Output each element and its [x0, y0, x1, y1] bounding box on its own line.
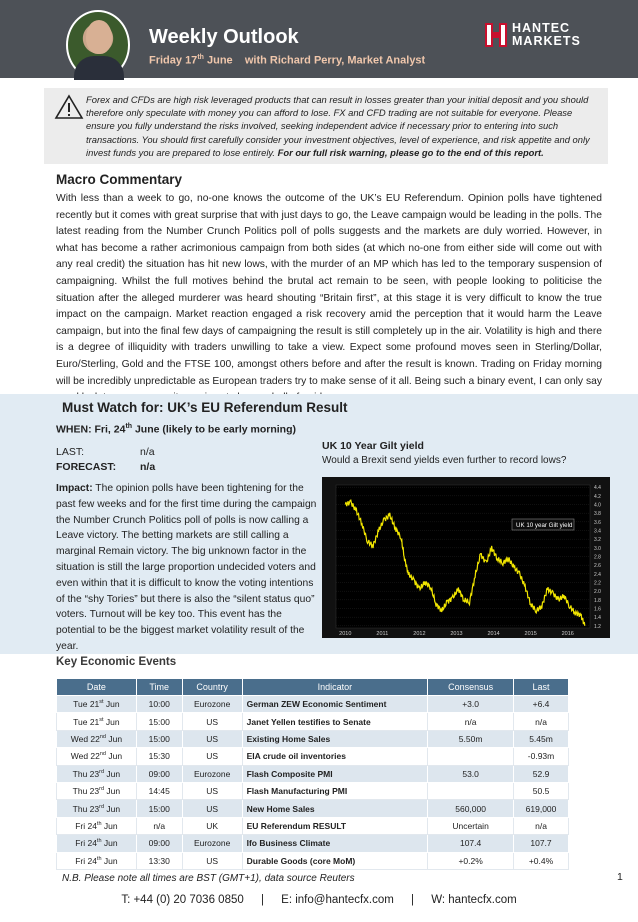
analyst-avatar	[66, 10, 130, 80]
cell-consensus: n/a	[428, 713, 514, 730]
cell-date: Thu 23rd Jun	[57, 782, 137, 799]
cell-date: Wed 22nd Jun	[57, 730, 137, 747]
y-tick-label: 1.2	[594, 623, 601, 630]
cell-last: +6.4	[514, 696, 569, 713]
cell-country: UK	[182, 817, 242, 834]
cell-time: 10:00	[136, 696, 182, 713]
cell-country: US	[182, 713, 242, 730]
cell-indicator: New Home Sales	[242, 800, 428, 817]
cell-last: 107.7	[514, 835, 569, 852]
events-table	[56, 678, 569, 870]
y-tick-label: 3.2	[594, 537, 601, 544]
cell-country: US	[182, 800, 242, 817]
cell-last: +0.4%	[514, 852, 569, 869]
y-tick-label: 2.6	[594, 563, 601, 570]
warning-triangle-icon	[54, 94, 84, 120]
cell-time: 15:00	[136, 713, 182, 730]
cell-indicator: Flash Composite PMI	[242, 765, 428, 782]
x-tick-label: 2013	[450, 631, 463, 637]
page-number: 1	[617, 871, 623, 883]
x-tick-label: 2011	[376, 631, 389, 637]
y-tick-label: 4.0	[594, 502, 601, 509]
key-events-title: Key Economic Events	[56, 656, 177, 668]
table-row	[57, 852, 569, 869]
hantec-logo: HANTEC MARKETS	[484, 22, 584, 50]
cell-time: 14:45	[136, 782, 182, 799]
cell-time: 13:30	[136, 852, 182, 869]
macro-commentary-title: Macro Commentary	[56, 172, 183, 187]
table-row	[57, 765, 569, 782]
cell-last: 619,000	[514, 800, 569, 817]
macro-commentary-body: With less than a week to go, no-one knows the outcome of the UK’s EU Referendum. Opinion polls have tightened recently but it comes with great surprise that with just days to go, the Leave campaign would be leading in the polls. The latest reading from the Number Crunch Politics poll of polls suggests and the markets are duly worried. However, in what has become a rather acrimonious campaign from both sides (at which no-one from either side will come out with any real credit) the situation has hit new lows, with the murder of an MP which has led to the temporary suspension of campaigning. Whilst the full motives behind the brutal act remain to be seen, with people looking to politicise the situation after the alleged murderer was heard shouting “Britain first”, at this stage it is very difficult to know the true impact on the campaign. Market reaction engaged a risk recovery amid the perception that it would harm the Leave campaign, but into the final few days of campaigning the result is still completely up in the air. Volatility is high and there is a degree of illiquidity with traders unwilling to take a view. Expect some profound moves seen in Sterling/Dollar, Euro/Sterling, Gold and the FTSE 100, amongst others before and after the result is known. Trading on Friday morning will be incredibly unpredictable as European traders try to make sense of it all. Being such a binary event, I can only say	[56, 193, 602, 387]
header-band	[0, 0, 638, 78]
table-row	[57, 696, 569, 713]
must-watch-title: Must Watch for: UK’s EU Referendum Result	[62, 400, 348, 415]
impact-paragraph: Impact: The opinion polls have been tightening for the past few weeks and for the first time during the campaign the Number Crunch Politics poll of polls is now calling a Leave victory. The betting markets are still calling a marginal Remain victory. The big unknown factor in the situation is still the large proportion undecided voters and even within that it is difficult to know the voting intentions of the “shy Tories” but there is also the “silent status quo” voters. Turnout will be key too. This event has the potential to be the biggest market volatility result of the year.	[56, 483, 317, 652]
cell-date: Fri 24th Jun	[57, 817, 137, 834]
gilt-chart-title: UK 10 Year Gilt yield	[322, 440, 424, 452]
gilt-yield-chart	[322, 477, 610, 638]
x-tick-label: 2016	[561, 631, 574, 637]
cell-indicator: Ifo Business Climate	[242, 835, 428, 852]
column-header: Country	[182, 679, 242, 696]
table-row	[57, 782, 569, 799]
page-subtitle: Friday 17th June with Richard Perry, Market Analyst	[149, 54, 426, 67]
y-tick-label: 2.4	[594, 571, 601, 578]
x-tick-label: 2010	[339, 631, 352, 637]
y-tick-label: 2.8	[594, 554, 601, 561]
event-when: WHEN: Fri, 24th June (likely to be early morning)	[56, 423, 297, 436]
cell-country: Eurozone	[182, 765, 242, 782]
risk-warning-text: Forex and CFDs are high risk leveraged products that can result in losses greater than your initial deposit and you should therefore only speculate with money you can afford to lose. FX and CFD trading are not suitable for everyone. Please ensure you fully understand the risks involved, seeking independent advice if necessary prior to entering into such transactions. You should first carefully consider your investment objectives, level of experience, and risk appetite and only invest funds you are prepared to lose entirely. For our full risk warning, please go to the end of this report.	[86, 94, 590, 158]
cell-last: 52.9	[514, 765, 569, 782]
cell-time: 15:00	[136, 800, 182, 817]
cell-time: 09:00	[136, 765, 182, 782]
cell-country: US	[182, 748, 242, 765]
footer-website[interactable]: W: hantecfx.com	[431, 894, 517, 906]
cell-consensus: 560,000	[428, 800, 514, 817]
table-row	[57, 817, 569, 834]
table-row	[57, 835, 569, 852]
y-tick-label: 3.4	[594, 528, 601, 535]
column-header: Time	[136, 679, 182, 696]
cell-indicator: EIA crude oil inventories	[242, 748, 428, 765]
cell-date: Fri 24th Jun	[57, 852, 137, 869]
chart-legend: UK 10 year Gilt yield	[516, 522, 573, 529]
cell-consensus: 53.0	[428, 765, 514, 782]
x-tick-label: 2012	[413, 631, 426, 637]
cell-country: Eurozone	[182, 696, 242, 713]
forecast-row: FORECAST: n/a	[56, 461, 156, 473]
cell-date: Wed 22nd Jun	[57, 748, 137, 765]
cell-date: Fri 24th Jun	[57, 835, 137, 852]
cell-indicator: Janet Yellen testifies to Senate	[242, 713, 428, 730]
timezone-note: N.B. Please note all times are BST (GMT+1), data source Reuters	[62, 873, 355, 884]
y-tick-label: 3.0	[594, 545, 601, 552]
last-row: LAST: n/a	[56, 446, 155, 458]
cell-indicator: German ZEW Economic Sentiment	[242, 696, 428, 713]
cell-time: 15:00	[136, 730, 182, 747]
table-row	[57, 800, 569, 817]
y-tick-label: 4.2	[594, 493, 601, 500]
y-tick-label: 3.6	[594, 519, 601, 526]
page-title: Weekly Outlook	[149, 26, 299, 48]
cell-last: n/a	[514, 817, 569, 834]
footer-email[interactable]: E: info@hantecfx.com	[281, 894, 394, 906]
cell-indicator: Existing Home Sales	[242, 730, 428, 747]
table-row	[57, 748, 569, 765]
cell-date: Tue 21st Jun	[57, 696, 137, 713]
cell-last: 5.45m	[514, 730, 569, 747]
cell-consensus: +3.0	[428, 696, 514, 713]
y-tick-label: 1.6	[594, 606, 601, 613]
cell-consensus	[428, 782, 514, 799]
x-tick-label: 2014	[487, 631, 500, 637]
risk-warning-box	[44, 88, 608, 164]
column-header: Date	[57, 679, 137, 696]
y-tick-label: 3.8	[594, 511, 601, 518]
cell-consensus: Uncertain	[428, 817, 514, 834]
cell-date: Thu 23rd Jun	[57, 800, 137, 817]
table-row	[57, 730, 569, 747]
y-tick-label: 1.8	[594, 597, 601, 604]
cell-consensus: 107.4	[428, 835, 514, 852]
y-tick-label: 4.4	[594, 485, 601, 492]
column-header: Consensus	[428, 679, 514, 696]
cell-country: US	[182, 782, 242, 799]
cell-consensus: +0.2%	[428, 852, 514, 869]
cell-consensus	[428, 748, 514, 765]
contact-footer: T: +44 (0) 20 7036 0850 | E: info@hantecfx.com | W: hantecfx.com	[121, 894, 517, 906]
y-tick-label: 2.0	[594, 589, 601, 596]
cell-consensus: 5.50m	[428, 730, 514, 747]
cell-time: n/a	[136, 817, 182, 834]
footer-phone: T: +44 (0) 20 7036 0850	[121, 894, 244, 906]
logo-mark-icon	[484, 22, 508, 48]
cell-time: 09:00	[136, 835, 182, 852]
x-tick-label: 2015	[524, 631, 537, 637]
cell-indicator: Durable Goods (core MoM)	[242, 852, 428, 869]
cell-date: Thu 23rd Jun	[57, 765, 137, 782]
cell-country: Eurozone	[182, 835, 242, 852]
cell-indicator: Flash Manufacturing PMI	[242, 782, 428, 799]
y-tick-label: 2.2	[594, 580, 601, 587]
y-tick-label: 1.4	[594, 615, 601, 622]
cell-country: US	[182, 730, 242, 747]
cell-country: US	[182, 852, 242, 869]
cell-indicator: EU Referendum RESULT	[242, 817, 428, 834]
cell-last: n/a	[514, 713, 569, 730]
cell-last: 50.5	[514, 782, 569, 799]
cell-time: 15:30	[136, 748, 182, 765]
column-header: Last	[514, 679, 569, 696]
table-row	[57, 713, 569, 730]
column-header: Indicator	[242, 679, 428, 696]
gilt-chart-subtitle: Would a Brexit send yields even further to record lows?	[322, 455, 567, 466]
cell-date: Tue 21st Jun	[57, 713, 137, 730]
cell-last: -0.93m	[514, 748, 569, 765]
